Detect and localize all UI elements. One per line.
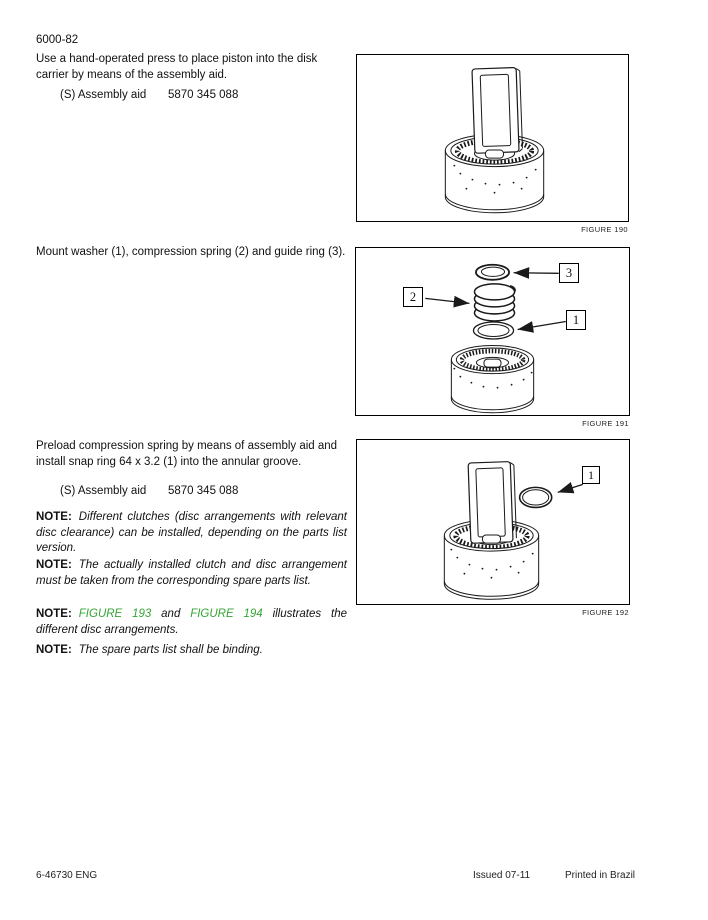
instruction-paragraph-mount: Mount washer (1), compression spring (2) and guide ring (3). — [36, 246, 346, 258]
figure-193-link[interactable]: FIGURE 193 — [78, 608, 152, 620]
figure-192-frame — [356, 439, 630, 605]
figure-190-frame — [356, 54, 629, 222]
figure-caption: FIGURE 192 — [582, 608, 629, 617]
note-text: The spare parts list shall be binding. — [78, 644, 263, 656]
note-clutches — [36, 510, 347, 557]
note-binding — [36, 643, 347, 659]
figure-194-link[interactable]: FIGURE 194 — [190, 608, 263, 620]
assembly-aid-line-2 — [36, 485, 238, 497]
note-label: NOTE: — [36, 511, 72, 523]
footer-printed-in: Printed in Brazil — [565, 870, 636, 881]
note-text — [36, 608, 347, 636]
instruction-paragraph-press: Use a hand-operated press to place piston into the disk carrier by means of the assembly aid. — [36, 53, 318, 81]
figure-caption: FIGURE 190 — [581, 225, 628, 234]
instruction-paragraph-preload: Preload compression spring by means of assembly aid and install snap ring 64 x 3.2 (1) into the annular groove. — [36, 440, 338, 468]
callout-1: 1 — [566, 310, 586, 330]
note-text-separator: and — [151, 608, 191, 620]
disk-carrier-with-assembly-aid-drawing — [357, 55, 628, 221]
footer-doc-number: 6-46730 ENG — [36, 870, 98, 881]
figure-190 — [356, 54, 629, 234]
section-code: 6000-82 — [36, 34, 79, 46]
note-label: NOTE: — [36, 608, 72, 620]
footer-issued-date: Issued 07-11 — [473, 870, 531, 881]
exploded-washer-spring-ring-drawing — [356, 248, 629, 415]
figure-192 — [356, 439, 630, 617]
assembly-aid-number: 5870 345 088 — [168, 89, 239, 101]
note-arrangement — [36, 558, 347, 589]
note-figure-links — [36, 607, 347, 638]
figure-caption: FIGURE 191 — [582, 419, 629, 428]
assembly-aid-line-1 — [36, 89, 238, 101]
note-label: NOTE: — [36, 644, 72, 656]
note-text: Different clutches (disc arrangements with relevant disc clearance) can be installed, depending on the parts list version. — [36, 511, 347, 554]
callout-3: 3 — [559, 263, 579, 283]
assembly-aid-label: (S) Assembly aid — [60, 89, 147, 101]
callout-1: 1 — [582, 466, 600, 484]
disk-carrier-snap-ring-drawing — [357, 440, 629, 604]
note-text-rest: illustrates the different disc arrangements. — [36, 608, 347, 636]
figure-191-frame — [355, 247, 630, 416]
figure-191 — [355, 247, 630, 428]
note-text: The actually installed clutch and disc arrangement must be taken from the corresponding spare parts list. — [36, 559, 347, 587]
assembly-aid-number: 5870 345 088 — [168, 485, 239, 497]
callout-2: 2 — [403, 287, 423, 307]
assembly-aid-label: (S) Assembly aid — [60, 485, 147, 497]
note-label: NOTE: — [36, 559, 72, 571]
